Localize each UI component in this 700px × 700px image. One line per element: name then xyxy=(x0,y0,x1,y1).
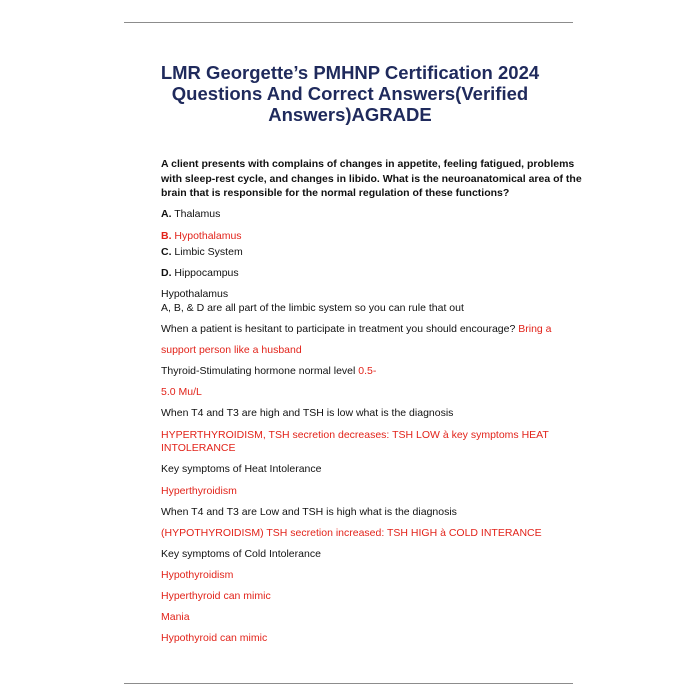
tail-line-2: Mania xyxy=(161,611,190,623)
q4-answer-part-1: HYPERTHYROIDISM, TSH secretion decreases: TSH LOW à key symptoms HEAT xyxy=(161,429,549,441)
top-rule xyxy=(124,22,573,23)
question-1-line-3: brain that is responsible for the normal regulation of these functions? xyxy=(161,187,510,199)
q2-line xyxy=(161,323,552,336)
option-b-text: Hypothalamus xyxy=(174,230,242,242)
q2-answer-part-2: support person like a husband xyxy=(161,344,302,356)
option-a-text: Thalamus xyxy=(174,208,221,220)
question-1 xyxy=(161,157,582,201)
q3-answer-part-2: 5.0 Mu/L xyxy=(161,386,202,398)
q3-answer-part-1: 0.5- xyxy=(358,365,377,377)
option-b xyxy=(161,230,242,243)
option-b-label: B. xyxy=(161,230,172,242)
title-line-1: LMR Georgette’s PMHNP Certification 2024 xyxy=(160,62,540,83)
q6-text: When T4 and T3 are Low and TSH is high what is the diagnosis xyxy=(161,506,457,518)
title-line-2: Questions And Correct Answers(Verified xyxy=(171,83,529,104)
q4-answer-part-2: INTOLERANCE xyxy=(161,442,236,454)
document-body xyxy=(161,157,582,644)
q7-answer: Hypothyroidism xyxy=(161,569,234,581)
option-c-label: C. xyxy=(161,246,172,258)
q3-text: Thyroid-Stimulating hormone normal level xyxy=(161,365,356,377)
tail-line-3: Hypothyroid can mimic xyxy=(161,632,268,644)
q7-text: Key symptoms of Cold Intolerance xyxy=(161,548,321,560)
q3-line xyxy=(161,365,376,378)
question-1-line-2: with sleep-rest cycle, and changes in libido. What is the neuroanatomical area of the xyxy=(161,172,582,185)
option-a-label: A. xyxy=(161,208,172,220)
answer-line-1: Hypothalamus xyxy=(161,288,229,300)
document-title xyxy=(150,62,550,125)
question-1-line-1: A client presents with complains of changes in appetite, feeling fatigued, problems xyxy=(161,158,575,170)
option-c xyxy=(161,246,243,259)
q2-answer-part-1: Bring a xyxy=(518,323,552,335)
option-c-text: Limbic System xyxy=(174,246,243,258)
option-d xyxy=(161,267,239,280)
q6-answer: (HYPOTHYROIDISM) TSH secretion increased: TSH HIGH à COLD INTERANCE xyxy=(161,527,542,539)
answer-line-2: A, B, & D are all part of the limbic system so you can rule that out xyxy=(161,302,464,314)
q5-text: Key symptoms of Heat Intolerance xyxy=(161,463,322,475)
option-a xyxy=(161,208,220,221)
bottom-rule xyxy=(124,683,573,684)
title-line-3: Answers)AGRADE xyxy=(268,104,432,125)
q5-answer: Hyperthyroidism xyxy=(161,485,237,497)
tail-line-1: Hyperthyroid can mimic xyxy=(161,590,271,602)
option-d-text: Hippocampus xyxy=(174,267,239,279)
option-d-label: D. xyxy=(161,267,172,279)
q2-text: When a patient is hesitant to participate in treatment you should encourage? xyxy=(161,323,516,335)
q4-text: When T4 and T3 are high and TSH is low what is the diagnosis xyxy=(161,407,454,419)
